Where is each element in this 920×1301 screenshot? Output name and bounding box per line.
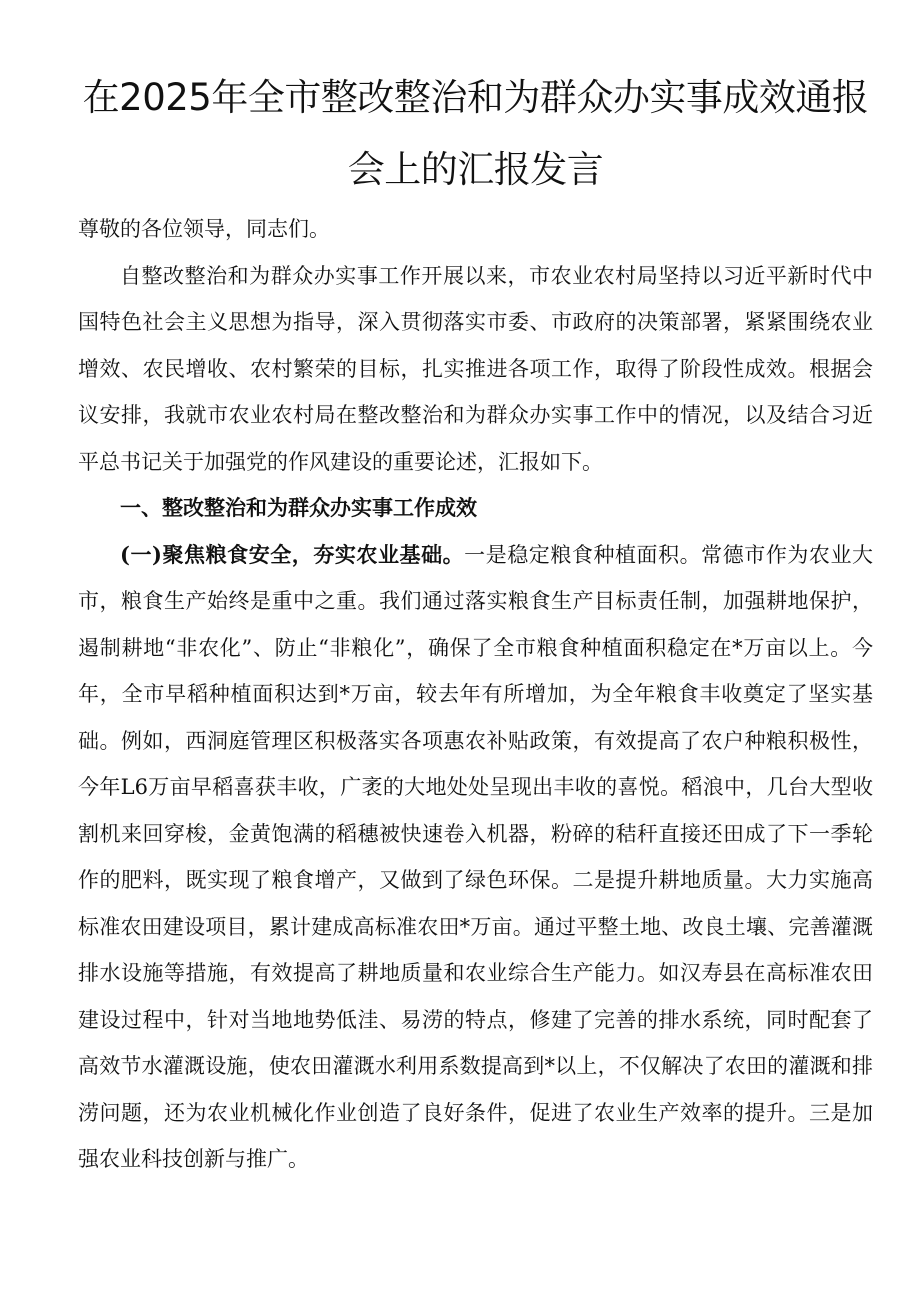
section-heading: 一、整改整治和为群众办实事工作成效 [120, 495, 477, 520]
subsection-lead: (一)聚焦粮食安全，夯实农业基础。 [120, 541, 465, 567]
salutation: 尊敬的各位领导，同志们。 [78, 217, 330, 241]
subsection-body: 一是稳定粮食种植面积。常德市作为农业大市，粮食生产始终是重中之重。我们通过落实粮食生产目标责任制，加强耕地保护，遏制耕地“非农化”、防止“非粮化”，确保了全市粮食种植面积稳定在*万亩以上。今年，全市早稻种植面积达到*万亩，较去年有所增加，为全年粮食丰收奠定了坚实基础。例如，西洞庭管理区积极落实各项惠农补贴政策，有效提高了农户种粮积极性，今年L6万亩早稻喜获丰收，广袤的大地处处呈现出丰收的喜悦。稻浪中，几台大型收割机来回穿梭，金黄饱满的稻穗被快速卷入机器，粉碎的秸秆直接还田成了下一季轮作的肥料，既实现了粮食增产，又做到了绿色环保。二是提升耕地质量。大力实施高标准农田建设项目，累计建成高标准农田*万亩。通过平整土地、改良土壤、完善灌溉排水设施等措施，有效提高了耕地质量和农业综合生产能力。如汉寿县在高标准农田建设过程中，针对当地地势低洼、易涝的特点，修建了完善的排水系统，同时配套了高效节水灌溉设施，使农田灌溉水利用系数提高到*以上，不仅解决了农田的灌溉和排涝问题，还为农业机械化作业创造了良好条件，促进了农业生产效率的提升。三是加强农业科技创新与推广。 [78, 542, 874, 1171]
intro-paragraph: 自整改整治和为群众办实事工作开展以来，市农业农村局坚持以习近平新时代中国特色社会主义思想为指导，深入贯彻落实市委、市政府的决策部署，紧紧围绕农业增效、农民增收、农村繁荣的目标，扎实推进各项工作，取得了阶段性成效。根据会议安排，我就市农业农村局在整改整治和为群众办实事工作中的情况，以及结合习近平总书记关于加强党的作风建设的重要论述，汇报如下。 [78, 263, 873, 474]
document-title: 在2025年全市整改整治和为群众办实事成效通报会上的汇报发言 [82, 76, 869, 191]
subsection-paragraph [78, 532, 873, 1183]
document-page [78, 62, 873, 1183]
